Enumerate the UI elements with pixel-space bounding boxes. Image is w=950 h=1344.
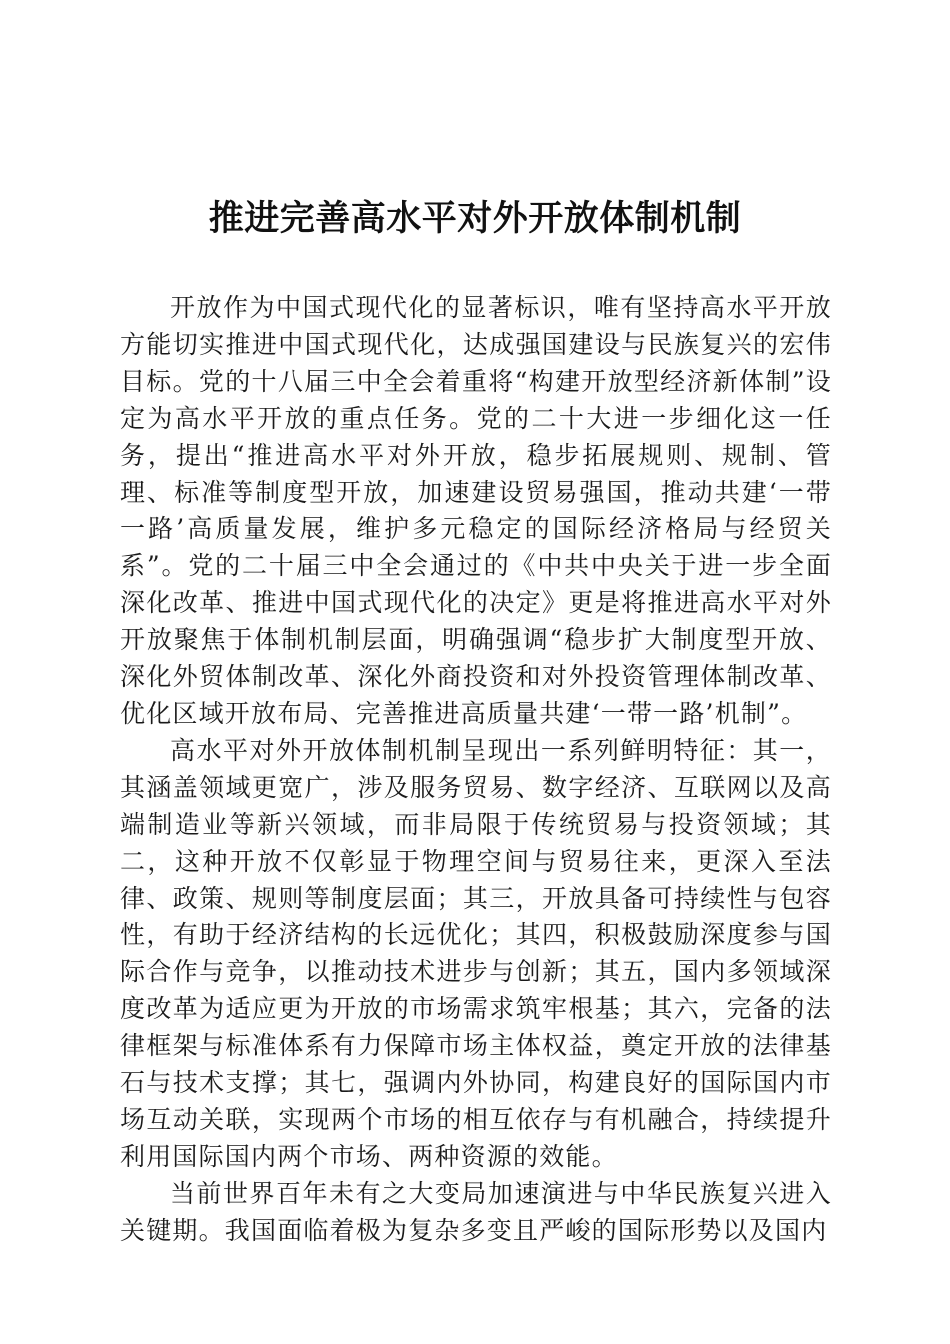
paragraph-1: 开放作为中国式现代化的显著标识，唯有坚持高水平开放方能切实推进中国式现代化，达成强国建设与民族复兴的宏伟目标。党的十八届三中全会着重将“构建开放型经济新体制”设定为高水平开放的重点任务。党的二十大进一步细化这一任务，提出“推进高水平对外开放，稳步拓展规则、规制、管理、标准等制度型开放，加速建设贸易强国，推动共建‘一带一路’高质量发展，维护多元稳定的国际经济格局与经贸关系”。党的二十届三中全会通过的《中共中央关于进一步全面深化改革、推进中国式现代化的决定》更是将推进高水平对外开放聚焦于体制机制层面，明确强调“稳步扩大制度型开放、深化外贸体制改革、深化外商投资和对外投资管理体制改革、优化区域开放布局、完善推进高质量共建‘一带一路’机制”。	[120, 293, 832, 728]
paragraph-2: 高水平对外开放体制机制呈现出一系列鲜明特征：其一，其涵盖领域更宽广，涉及服务贸易、数字经济、互联网以及高端制造业等新兴领域，而非局限于传统贸易与投资领域；其二，这种开放不仅彰显于物理空间与贸易往来，更深入至法律、政策、规则等制度层面；其三，开放具备可持续性与包容性，有助于经济结构的长远优化；其四，积极鼓励深度参与国际合作与竞争，以推动技术进步与创新；其五，国内多领域深度改革为适应更为开放的市场需求筑牢根基；其六，完备的法律框架与标准体系有力保障市场主体权益，奠定开放的法律基石与技术支撑；其七，强调内外协同，构建良好的国际国内市场互动关联，实现两个市场的相互依存与有机融合，持续提升利用国际国内两个市场、两种资源的效能。	[120, 735, 832, 1171]
paragraph-3: 当前世界百年未有之大变局加速演进与中华民族复兴进入关键期。我国面临着极为复杂多变且严峻的国际形势以及国内	[120, 1178, 832, 1245]
document-body	[120, 290, 832, 1250]
document-title: 推进完善高水平对外开放体制机制	[208, 198, 742, 239]
